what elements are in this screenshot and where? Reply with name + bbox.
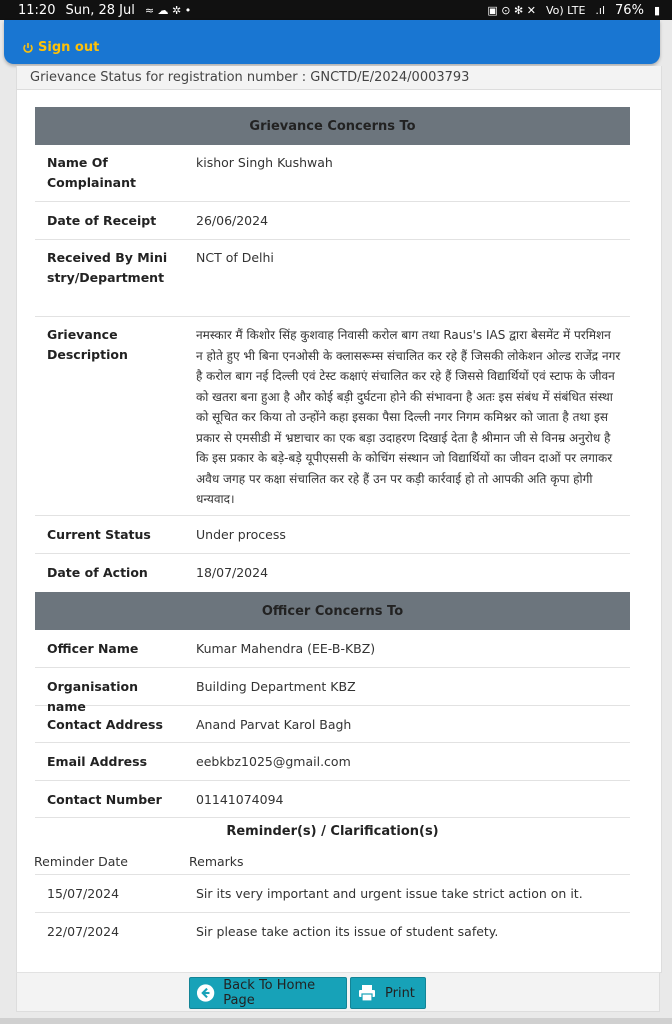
system-icons: ▣ ⊙ ✻ ✕ bbox=[487, 3, 536, 17]
battery-icon: ▮ bbox=[653, 3, 660, 17]
bottom-edge bbox=[0, 1018, 672, 1024]
grievance-section-title: Grievance Concerns To bbox=[35, 107, 630, 145]
row-value: Anand Parvat Karol Bagh bbox=[196, 717, 352, 732]
signal-icon: .ıl bbox=[595, 3, 606, 17]
status-bar bbox=[0, 0, 672, 20]
power-icon bbox=[22, 42, 34, 54]
row-contact-address bbox=[35, 706, 630, 743]
reminder-date: 15/07/2024 bbox=[47, 886, 120, 901]
sign-out-label: Sign out bbox=[38, 40, 100, 55]
row-label: Received By Ministry/Department bbox=[47, 250, 168, 285]
app-header bbox=[4, 20, 660, 64]
registration-heading: Grievance Status for registration number : GNCTD/E/2024/0003793 bbox=[17, 66, 661, 90]
row-date-of-receipt bbox=[35, 202, 630, 240]
remarks-header: Remarks bbox=[189, 854, 244, 869]
row-organisation bbox=[35, 668, 630, 714]
row-value: NCT of Delhi bbox=[196, 250, 274, 265]
reminder-date-header: Reminder Date bbox=[34, 854, 129, 869]
email-link[interactable]: eebkbz1025@gmail.com bbox=[196, 754, 351, 769]
officer-section-title: Officer Concerns To bbox=[35, 592, 630, 630]
print-button[interactable] bbox=[350, 977, 426, 1009]
date: Sun, 28 Jul bbox=[65, 2, 135, 18]
row-value: Kumar Mahendra (EE-B-KBZ) bbox=[196, 641, 376, 656]
row-label: Current Status bbox=[47, 527, 151, 542]
row-complainant bbox=[35, 145, 630, 202]
row-value: Under process bbox=[196, 527, 286, 542]
back-to-home-label: Back To Home Page bbox=[223, 978, 316, 1008]
reminder-row bbox=[35, 912, 630, 950]
row-value: नमस्कार मैं किशोर सिंह कुशवाह निवासी करोल बाग तथा Raus's IAS द्वारा बेसमेंट में परमिशन न होते हुए भी बिना एनओसी के क्लासरूम्स संचालित कर रहे हैं जिसकी लोकेशन ओल्ड राजेंद्र नगर है करोल बाग नई दिल्ली एवं टेस्ट कक्षाएं संचालित कर रहे हैं जिससे विद्यार्थियों एवं स्टाफ के जीवन को खतरा बना हुआ है और कोई बड़ी दुर्घटना होने की संभावना है अतः इस संबंध में संबंधित संस्था को सूचित कर किया तो उन्होंने कहा इसका पैसा दिल्ली नगर निगम कमिश्नर को जाता है तथा इस प्रकार से एमसीडी में भ्रष्टाचार का एक बड़ा उदाहरण दिखाई देता है श्रीमान जी से विनम्र अनुरोध है कि इस प्रकार के बड़े-बड़े यूपीएससी के कोचिंग संस्थान जो विद्यार्थियों का जीवन दाओं पर लगाकर अवैध जगह पर कक्षा संचालित कर रहे हैं उन पर कड़ी कार्रवाई हो तो आपकी अति कृपा होगी धन्यवाद। bbox=[196, 328, 621, 506]
row-label: Contact Address bbox=[47, 717, 163, 732]
row-received-by bbox=[35, 240, 630, 317]
row-value: kishor Singh Kushwah bbox=[196, 155, 333, 170]
printer-icon bbox=[357, 983, 377, 1003]
clock: 11:20 bbox=[18, 2, 56, 18]
row-grievance-description bbox=[35, 317, 630, 516]
row-label: Organisation name bbox=[47, 679, 138, 714]
row-contact-number bbox=[35, 781, 630, 818]
reminder-remark: Sir please take action its issue of student safety. bbox=[196, 924, 499, 939]
battery-level: 76% bbox=[615, 2, 644, 18]
row-email bbox=[35, 743, 630, 781]
row-current-status bbox=[35, 516, 630, 554]
row-officer-name bbox=[35, 630, 630, 668]
row-value: 01141074094 bbox=[196, 792, 284, 807]
row-value: 26/06/2024 bbox=[196, 213, 269, 228]
row-value: Building Department KBZ bbox=[196, 679, 356, 694]
network-label: Vo) LTE bbox=[545, 3, 586, 17]
reminders-title: Reminder(s) / Clarification(s) bbox=[226, 824, 439, 839]
arrow-left-circle-icon bbox=[196, 983, 215, 1003]
reminder-row bbox=[35, 874, 630, 912]
row-label: Email Address bbox=[47, 754, 148, 769]
action-bar bbox=[16, 972, 660, 1012]
row-date-of-action bbox=[35, 554, 630, 592]
back-to-home-button[interactable] bbox=[189, 977, 347, 1009]
notification-icons: ≈ ☁ ✲ • bbox=[144, 3, 192, 17]
row-label: Grievance Description bbox=[47, 327, 128, 362]
sign-out-link[interactable] bbox=[22, 40, 99, 55]
grievance-status-panel bbox=[16, 66, 662, 973]
row-label: Date of Receipt bbox=[47, 213, 157, 228]
reminder-remark: Sir its very important and urgent issue take strict action on it. bbox=[196, 886, 583, 901]
reminder-date: 22/07/2024 bbox=[47, 924, 120, 939]
row-label: Date of Action bbox=[47, 565, 148, 580]
row-label: Officer Name bbox=[47, 641, 139, 656]
row-label: Contact Number bbox=[47, 792, 162, 807]
print-label: Print bbox=[385, 985, 415, 1001]
row-label: Name Of Complainant bbox=[47, 155, 136, 190]
row-value: 18/07/2024 bbox=[196, 565, 269, 580]
